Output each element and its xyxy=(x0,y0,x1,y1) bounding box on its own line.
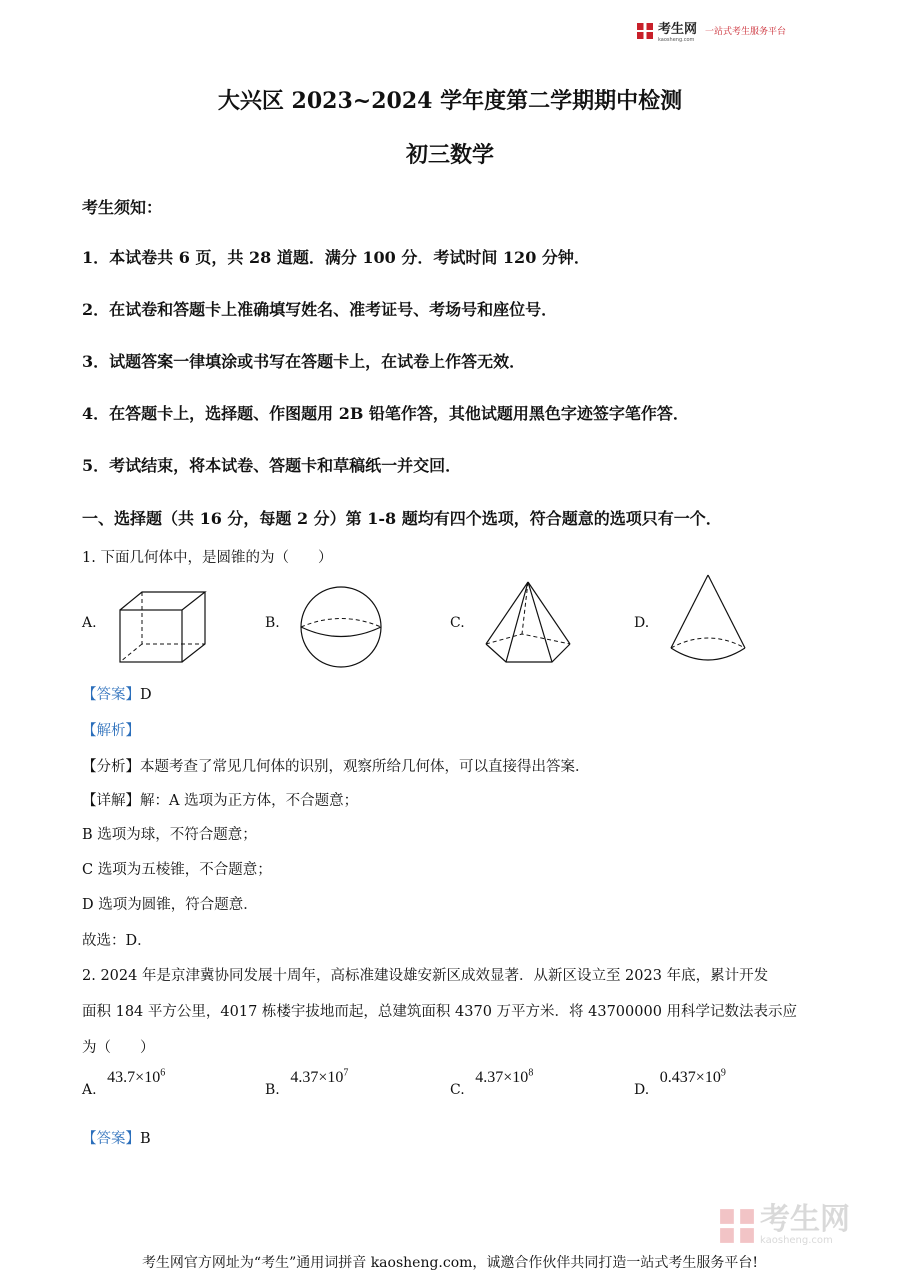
answer-value: B xyxy=(140,1131,151,1147)
q2-option-b xyxy=(265,1068,349,1099)
option-base: 4.37×10 xyxy=(475,1069,529,1087)
page-footer: 考生网官方网址为“考生”通用词拼音 kaosheng.com，诚邀合作伙伴共同打造一站式考生服务平台! xyxy=(141,1255,759,1271)
notice-item: 1．本试卷共 6 页，共 28 道题．满分 100 分．考试时间 120 分钟． xyxy=(82,248,590,267)
page-title: 大兴区 2023~2024 学年度第二学期期中检测 xyxy=(217,88,683,114)
answer-value: D xyxy=(140,687,152,703)
fenxi-tag: 【分析】 xyxy=(82,759,140,775)
brand-logo-sub: kaosheng.com xyxy=(658,37,695,43)
q1-explain-line: D 选项为圆锥，符合题意． xyxy=(82,897,258,913)
xiangjie-tag: 【详解】 xyxy=(82,793,140,809)
answer-tag: 【答案】 xyxy=(82,687,140,703)
q1-option-c-label: C. xyxy=(450,615,465,631)
cube-icon xyxy=(112,588,212,666)
q1-explain-line: 故选：D． xyxy=(82,933,152,949)
q1-explain-line: B 选项为球，不符合题意； xyxy=(82,827,257,843)
notice-item: 2．在试卷和答题卡上准确填写姓名、准考证号、考场号和座位号． xyxy=(82,300,558,319)
option-exponent: 9 xyxy=(720,1068,726,1079)
option-label: C. xyxy=(450,1082,465,1099)
option-base: 0.437×10 xyxy=(659,1069,721,1087)
watermark-sub: kaosheng.com xyxy=(760,1235,833,1246)
option-base: 43.7×10 xyxy=(107,1069,161,1087)
q1-option-b-label: B. xyxy=(265,615,280,631)
option-value xyxy=(290,1069,348,1086)
option-value xyxy=(107,1069,165,1086)
watermark-text: 考生网 xyxy=(760,1202,850,1237)
q1-analysis-tag: 【解析】 xyxy=(82,723,140,739)
q2-option-a xyxy=(82,1068,166,1099)
watermark-block xyxy=(760,1202,850,1246)
option-label: D. xyxy=(634,1082,650,1099)
q2-stem-line: 为（ ） xyxy=(82,1040,155,1056)
brand-logo-text: 考生网 xyxy=(658,22,698,37)
q1-explain-line: C 选项为五棱锥，不合题意； xyxy=(82,862,272,878)
q2-option-d xyxy=(634,1068,726,1099)
option-value xyxy=(660,1069,726,1086)
notice-item: 3．试题答案一律填涂或书写在答题卡上，在试卷上作答无效． xyxy=(82,352,526,371)
option-label: A. xyxy=(82,1082,97,1099)
q1-option-a-label: A. xyxy=(82,615,97,631)
q2-stem-line: 2. 2024 年是京津冀协同发展十周年，高标准建设雄安新区成效显著．从新区设立至 2023 年底，累计开发 xyxy=(82,968,769,984)
option-exponent: 8 xyxy=(528,1068,534,1079)
q2-option-c xyxy=(450,1068,534,1099)
option-exponent: 7 xyxy=(343,1068,349,1079)
brand-logo-block xyxy=(658,18,697,43)
kaosheng-watermark-icon xyxy=(718,1207,756,1245)
fenxi-text: 本题考查了常见几何体的识别，观察所给几何体，可以直接得出答案． xyxy=(140,759,590,775)
page-subtitle: 初三数学 xyxy=(405,142,494,168)
brand-slogan: 一站式考生服务平台 xyxy=(705,27,787,37)
brand-header xyxy=(636,18,786,43)
q2-stem-line: 面积 184 平方公里，4017 栋楼宇拔地而起，总建筑面积 4370 万平方米．将 43700000 用科学记数法表示应 xyxy=(82,1004,798,1020)
watermark xyxy=(718,1202,850,1246)
sphere-icon xyxy=(298,584,384,670)
notice-item: 4．在答题卡上，选择题、作图题用 2B 铅笔作答，其他试题用黑色字迹签字笔作答． xyxy=(82,404,689,423)
q2-answer xyxy=(82,1127,151,1148)
cone-icon xyxy=(666,572,750,664)
pentagonal-pyramid-icon xyxy=(482,578,576,664)
option-base: 4.37×10 xyxy=(290,1069,344,1087)
option-exponent: 6 xyxy=(160,1068,166,1079)
q1-fenxi xyxy=(82,755,590,776)
notice-item: 5．考试结束，将本试卷、答题卡和草稿纸一并交回． xyxy=(82,456,462,475)
notice-heading: 考生须知： xyxy=(82,198,163,217)
option-value xyxy=(475,1069,533,1086)
q1-xiangjie xyxy=(82,789,358,810)
answer-tag: 【答案】 xyxy=(82,1131,140,1147)
kaosheng-logo-icon xyxy=(636,22,654,40)
xiangjie-text: 解：A 选项为正方体，不合题意； xyxy=(140,793,359,809)
q1-stem: 1. 下面几何体中，是圆锥的为（ ） xyxy=(82,550,333,566)
option-label: B. xyxy=(265,1082,280,1099)
q1-answer xyxy=(82,683,152,704)
q1-option-d-label: D. xyxy=(634,615,650,631)
section-heading: 一、选择题（共 16 分，每题 2 分）第 1-8 题均有四个选项，符合题意的选项只有一个． xyxy=(82,509,722,528)
